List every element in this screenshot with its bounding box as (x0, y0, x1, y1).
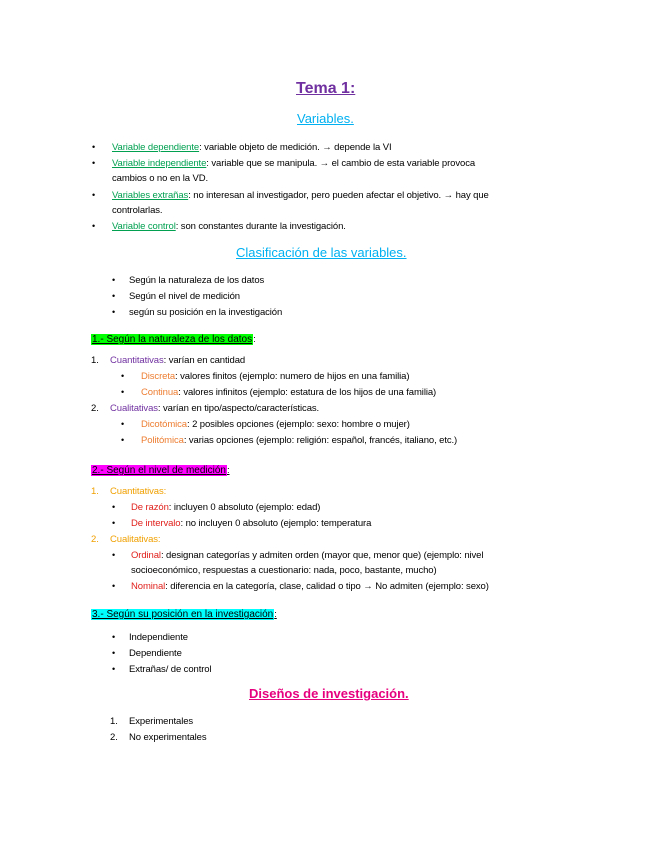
list-item (112, 142, 391, 153)
subheading-naturaleza (91, 329, 256, 347)
list-item: Según la naturaleza de los datos (129, 275, 265, 286)
bullet: • (121, 387, 125, 397)
bullet: • (112, 502, 116, 512)
section-heading-variables: Variables. (297, 111, 354, 126)
term: Continua (141, 387, 179, 398)
item-text-continued: cambios o no en la VD. (112, 173, 209, 184)
bullet: • (112, 632, 116, 642)
term: Dicotómica (141, 419, 187, 430)
list-item (131, 550, 483, 561)
list-item (131, 502, 320, 513)
item-text: : valores infinitos (ejemplo: estatura de los hijos de una familia) (178, 387, 437, 398)
list-item (131, 581, 489, 592)
subheading-nivel (91, 460, 230, 478)
bullet: • (121, 419, 125, 429)
bullet: • (112, 518, 116, 528)
section-heading-disenos: Diseños de investigación. (249, 686, 409, 701)
list-item (112, 221, 346, 232)
list-item (110, 403, 319, 414)
term: Cualitativas (110, 403, 158, 414)
item-text: : diferencia en la categoría, clase, calidad o tipo → No admiten (ejemplo: sexo) (165, 581, 489, 592)
page-title: Tema 1: (296, 80, 356, 97)
heading-colon: : (253, 334, 256, 345)
bullet: • (92, 190, 96, 200)
term-variable-independiente: Variable independiente (112, 158, 207, 169)
list-number: 1. (91, 486, 99, 497)
item-text: : varían en cantidad (163, 355, 246, 366)
term: Politómica (141, 435, 184, 446)
heading-colon: : (274, 609, 277, 620)
term: De intervalo (131, 518, 181, 529)
item-text-continued: controlarlas. (112, 205, 163, 216)
item-text: : designan categorías y admiten orden (mayor que, menor que) (ejemplo: nivel (160, 550, 484, 561)
list-item-cualitativas: Cualitativas: (110, 534, 161, 545)
term: De razón (131, 502, 169, 513)
item-text: : no incluyen 0 absoluto (ejemplo: temperatura (180, 518, 372, 529)
list-item (141, 387, 436, 398)
bullet: • (112, 291, 116, 301)
item-text: : varias opciones (ejemplo: religión: español, francés, italiano, etc.) (183, 435, 458, 446)
bullet: • (112, 307, 116, 317)
item-text: : incluyen 0 absoluto (ejemplo: edad) (168, 502, 321, 513)
term-variable-control: Variable control (112, 221, 176, 232)
list-item: Independiente (129, 632, 188, 643)
term-variables-extranas: Variables extrañas (112, 190, 189, 201)
list-item: No experimentales (129, 732, 207, 743)
list-item (131, 518, 371, 529)
highlighted-heading: 3.- Según su posición en la investigación (92, 609, 274, 620)
bullet: • (112, 550, 116, 560)
item-text: : variable objeto de medición. → depende la VI (199, 142, 392, 153)
term: Nominal (131, 581, 166, 592)
list-item (141, 371, 409, 382)
term-variable-dependiente: Variable dependiente (112, 142, 200, 153)
list-item (141, 419, 410, 430)
list-item (112, 190, 489, 201)
list-item: Experimentales (129, 716, 194, 727)
list-item (112, 158, 475, 169)
list-item (141, 435, 457, 446)
list-number: 2. (91, 534, 99, 545)
bullet: • (112, 275, 116, 285)
section-heading-clasificacion: Clasificación de las variables. (236, 245, 407, 260)
bullet: • (92, 221, 96, 231)
bullet: • (112, 664, 116, 674)
list-number: 1. (110, 716, 118, 727)
highlighted-heading: 1.- Según la naturaleza de los datos (92, 334, 253, 345)
item-text: : 2 posibles opciones (ejemplo: sexo: hombre o mujer) (187, 419, 410, 430)
list-item-cuantitativas: Cuantitativas: (110, 486, 167, 497)
term: Discreta (141, 371, 176, 382)
list-item: Extrañas/ de control (129, 664, 212, 675)
bullet: • (92, 142, 96, 152)
bullet: • (121, 371, 125, 381)
list-item: Según el nivel de medición (129, 291, 240, 302)
item-text-continued: socioeconómico, respuestas a cuestionario: nada, poco, bastante, mucho) (131, 565, 437, 576)
list-number: 1. (91, 355, 99, 366)
list-item: según su posición en la investigación (129, 307, 283, 318)
list-item (110, 355, 245, 366)
term: Ordinal (131, 550, 161, 561)
item-text: : son constantes durante la investigación. (175, 221, 346, 232)
list-number: 2. (110, 732, 118, 743)
bullet: • (121, 435, 125, 445)
subheading-posicion (91, 604, 277, 622)
item-text: : valores finitos (ejemplo: numero de hijos en una familia) (175, 371, 410, 382)
bullet: • (112, 648, 116, 658)
highlighted-heading: 2.- Según el nivel de medición (92, 465, 226, 476)
term: Cuantitativas (110, 355, 164, 366)
bullet: • (112, 581, 116, 591)
list-item: Dependiente (129, 648, 182, 659)
item-text: : no interesan al investigador, pero pueden afectar el objetivo. → hay que (188, 190, 489, 201)
item-text: : variable que se manipula. → el cambio de esta variable provoca (206, 158, 476, 169)
bullet: • (92, 158, 96, 168)
item-text: : varían en tipo/aspecto/características. (157, 403, 320, 414)
heading-colon: : (226, 465, 230, 476)
list-number: 2. (91, 403, 99, 414)
